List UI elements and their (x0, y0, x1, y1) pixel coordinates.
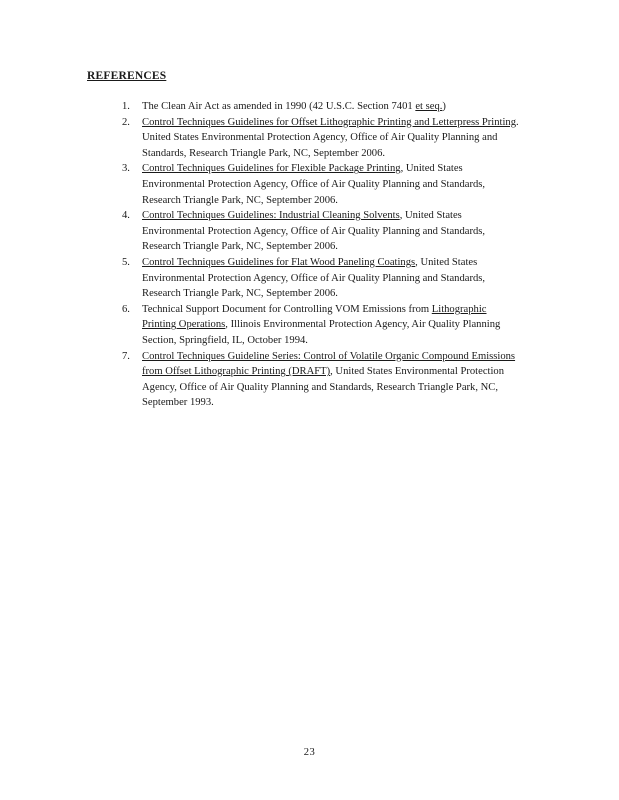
reference-text: The Clean Air Act as amended in 1990 (42 U.S.C. Section 7401 (142, 101, 416, 112)
reference-text: , United States Environmental Protection Agency, Office of Air Quality Planning and Standards, Research Triangle Park, NC, September 1993. (142, 366, 505, 409)
reference-text: , United States Environmental Protection Agency, Office of Air Quality Planning and Standards, Research Triangle Park, NC, September 2006. (142, 210, 486, 253)
reference-item (118, 349, 520, 411)
reference-text: ) (442, 101, 446, 112)
reference-item (118, 208, 520, 255)
reference-number: 6. (122, 303, 130, 315)
reference-number: 4. (122, 210, 130, 222)
reference-number: 1. (122, 101, 130, 112)
reference-text: . United States Environmental Protection Agency, Office of Air Quality Planning and Standards, Research Triangle Park, NC, September 2006. (142, 116, 519, 159)
reference-title: Control Techniques Guidelines for Offset Lithographic Printing and Letterpress Printing (142, 116, 516, 128)
reference-item (118, 255, 520, 302)
reference-text: , United States Environmental Protection Agency, Office of Air Quality Planning and Standards, Research Triangle Park, NC, September 2006. (142, 256, 486, 300)
reference-number: 5. (122, 256, 130, 268)
reference-list (118, 99, 520, 411)
reference-item (118, 161, 520, 208)
reference-title: Control Techniques Guidelines for Flat Wood Paneling Coatings (142, 256, 416, 268)
reference-item (118, 302, 520, 349)
page-title: REFERENCES (87, 70, 167, 82)
reference-text: Technical Support Document for Controlling VOM Emissions from (142, 303, 432, 315)
reference-item (118, 115, 520, 162)
reference-item (118, 99, 520, 115)
reference-title: Control Techniques Guidelines for Flexible Package Printing (142, 163, 401, 175)
reference-title: et seq. (415, 101, 443, 112)
reference-number: 7. (122, 350, 130, 362)
reference-text: , Illinois Environmental Protection Agency, Air Quality Planning Section, Springfield, IL, October 1994. (142, 319, 501, 346)
page-number: 23 (303, 747, 316, 758)
reference-title: Control Techniques Guideline Series: Control of Volatile Organic Compound Emissions from Offset Lithographic Printing (DRAFT) (142, 350, 516, 378)
reference-title: Lithographic Printing Operations (142, 303, 487, 331)
reference-number: 2. (122, 116, 130, 128)
reference-number: 3. (122, 163, 130, 175)
reference-title: Control Techniques Guidelines: Industrial Cleaning Solvents (142, 210, 400, 222)
reference-text: , United States Environmental Protection Agency, Office of Air Quality Planning and Standards, Research Triangle Park, NC, September 2006. (142, 163, 486, 206)
